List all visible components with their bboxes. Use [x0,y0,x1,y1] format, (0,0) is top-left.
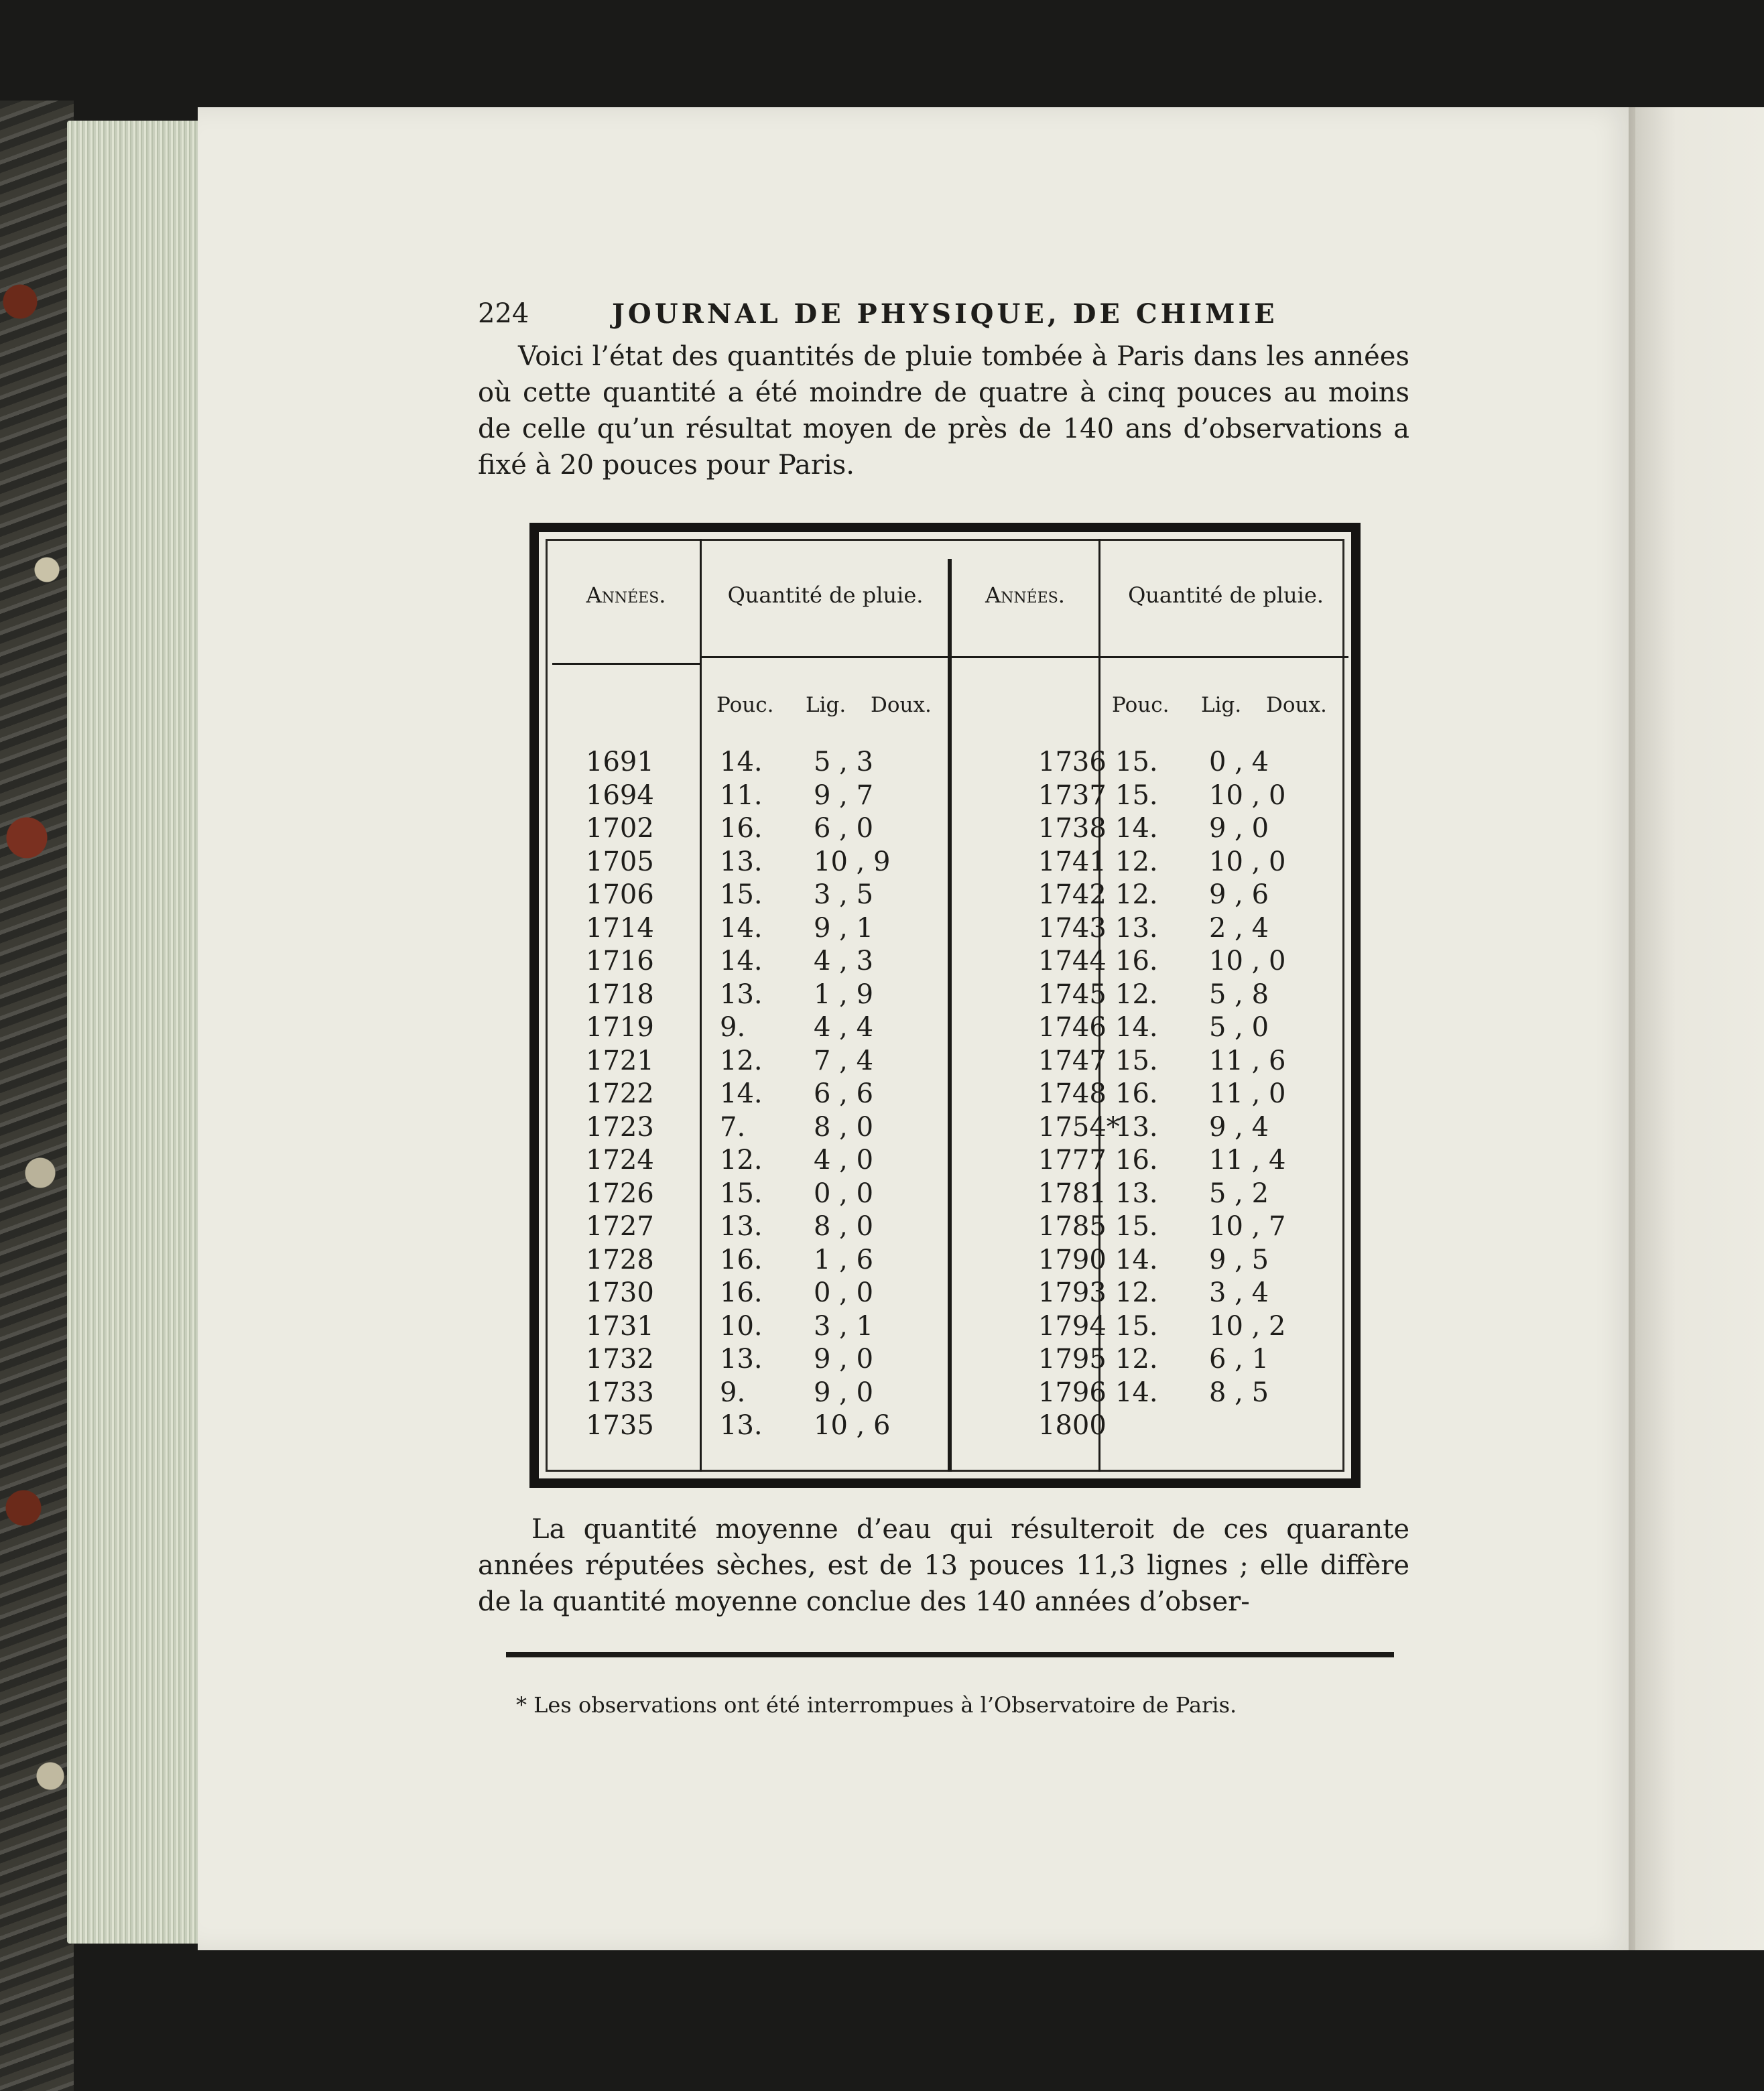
right-year-cell: 1748 [1038,1078,1107,1109]
table-row [539,1245,1350,1277]
left-lignes-douziemes-cell: 9 , 1 [814,912,874,944]
left-year-cell: 1733 [586,1377,654,1408]
right-lignes-douziemes-cell: 8 , 5 [1209,1377,1269,1408]
right-year-cell: 1793 [1038,1277,1107,1308]
table-row [539,1046,1350,1078]
right-pouces-cell: 15. [1115,747,1158,777]
right-pouces-cell: 12. [1115,846,1158,877]
table-row [539,780,1350,812]
left-lignes-douziemes-cell: 10 , 6 [814,1410,891,1441]
left-lignes-douziemes-cell: 9 , 7 [814,779,874,811]
subheader-lig: Lig. [806,693,846,717]
left-year-cell: 1719 [586,1012,654,1043]
table-row [539,1145,1350,1177]
right-year-cell: 1744 [1038,946,1107,976]
left-year-cell: 1705 [586,846,654,877]
left-year-cell: 1726 [586,1178,654,1209]
left-lignes-douziemes-cell: 5 , 3 [814,747,874,777]
left-lignes-douziemes-cell: 0 , 0 [814,1178,874,1209]
table-row [539,1078,1350,1111]
table-row [539,1344,1350,1376]
left-year-cell: 1727 [586,1211,654,1242]
subheader-lig: Lig. [1201,693,1242,717]
left-year-cell: 1735 [586,1410,654,1441]
right-year-cell: 1795 [1038,1344,1107,1375]
book-cover-edge [0,101,74,2091]
page-stack-edge [67,121,201,1944]
left-year-cell: 1731 [586,1310,654,1342]
table-row [539,1311,1350,1343]
left-year-cell: 1728 [586,1244,654,1275]
right-lignes-douziemes-cell: 10 , 2 [1209,1310,1286,1342]
left-lignes-douziemes-cell: 3 , 1 [814,1310,874,1342]
left-pouces-cell: 16. [720,813,763,844]
right-pouces-cell: 14. [1115,813,1158,844]
left-year-cell: 1694 [586,779,654,811]
right-pouces-cell: 13. [1115,912,1158,944]
right-year-cell: 1737 [1038,779,1107,811]
right-year-cell: 1738 [1038,813,1107,844]
table-row [539,747,1350,779]
left-year-cell: 1722 [586,1078,654,1109]
left-pouces-cell: 15. [720,1178,763,1209]
subheader-pouc: Pouc. [1112,693,1170,717]
left-pouces-cell: 10. [720,1310,763,1342]
left-lignes-douziemes-cell: 1 , 6 [814,1244,874,1275]
header-rule [952,656,1098,658]
running-title: JOURNAL DE PHYSIQUE, DE CHIMIE [612,298,1278,330]
left-lignes-douziemes-cell: 6 , 6 [814,1078,874,1109]
right-lignes-douziemes-cell: 0 , 4 [1209,747,1269,777]
right-lignes-douziemes-cell: 11 , 6 [1209,1045,1286,1076]
left-lignes-douziemes-cell: 9 , 0 [814,1344,874,1375]
right-year-cell: 1746 [1038,1012,1107,1043]
header-quantite-left: Quantité de pluie. [727,582,924,608]
right-year-cell: 1754* [1038,1111,1120,1143]
table-row [539,846,1350,879]
left-pouces-cell: 13. [720,1211,763,1242]
header-quantite-right: Quantité de pluie. [1128,582,1324,608]
table-row [539,1410,1350,1442]
subheader-doux: Doux. [1266,693,1327,717]
left-lignes-douziemes-cell: 8 , 0 [814,1111,874,1143]
table-row [539,946,1350,978]
left-lignes-douziemes-cell: 0 , 0 [814,1277,874,1308]
right-page-edge [1635,107,1764,1950]
left-lignes-douziemes-cell: 3 , 5 [814,879,874,910]
left-pouces-cell: 14. [720,1078,763,1109]
right-lignes-douziemes-cell: 9 , 4 [1209,1111,1269,1143]
right-pouces-cell: 14. [1115,1012,1158,1043]
right-year-cell: 1790 [1038,1244,1107,1275]
left-pouces-cell: 12. [720,1045,763,1076]
right-pouces-cell: 15. [1115,1211,1158,1242]
left-pouces-cell: 7. [720,1111,746,1143]
right-lignes-douziemes-cell: 9 , 0 [1209,813,1269,844]
right-year-cell: 1741 [1038,846,1107,877]
table-row [539,913,1350,945]
left-pouces-cell: 16. [720,1244,763,1275]
left-pouces-cell: 13. [720,978,763,1010]
right-lignes-douziemes-cell: 10 , 7 [1209,1211,1286,1242]
right-pouces-cell: 12. [1115,978,1158,1010]
left-pouces-cell: 14. [720,747,763,777]
left-pouces-cell: 13. [720,1410,763,1441]
right-lignes-douziemes-cell: 10 , 0 [1209,946,1286,976]
table-row [539,979,1350,1011]
left-pouces-cell: 9. [720,1012,746,1043]
right-lignes-douziemes-cell: 10 , 0 [1209,846,1286,877]
right-pouces-cell: 15. [1115,1310,1158,1342]
left-year-cell: 1716 [586,946,654,976]
closing-paragraph: La quantité moyenne d’eau qui résulteroit de ces quarante années réputées sèches, est de 13 pouces 11,3 lignes ; elle diffère de la quantité moyenne conclue des 140 années d’obser- [478,1514,1409,1617]
right-year-cell: 1742 [1038,879,1107,910]
right-lignes-douziemes-cell: 11 , 4 [1209,1145,1286,1176]
left-pouces-cell: 14. [720,946,763,976]
right-pouces-cell: 14. [1115,1377,1158,1408]
table-row [539,813,1350,845]
footnote-rule [506,1652,1394,1657]
right-lignes-douziemes-cell: 10 , 0 [1209,779,1286,811]
right-pouces-cell: 13. [1115,1178,1158,1209]
left-year-cell: 1732 [586,1344,654,1375]
right-lignes-douziemes-cell: 11 , 0 [1209,1078,1286,1109]
right-pouces-cell: 12. [1115,1277,1158,1308]
right-year-cell: 1736 [1038,747,1107,777]
table-row [539,1211,1350,1243]
subheader-doux: Doux. [871,693,932,717]
header-rule [552,663,700,665]
right-year-cell: 1743 [1038,912,1107,944]
left-year-cell: 1730 [586,1277,654,1308]
right-lignes-douziemes-cell: 5 , 8 [1209,978,1269,1010]
left-pouces-cell: 12. [720,1145,763,1176]
left-lignes-douziemes-cell: 4 , 4 [814,1012,874,1043]
header-rule [702,656,948,658]
rainfall-table [529,523,1361,1488]
header-rule [1100,656,1348,658]
left-year-cell: 1691 [586,747,654,777]
left-lignes-douziemes-cell: 4 , 0 [814,1145,874,1176]
right-pouces-cell: 12. [1115,879,1158,910]
right-pouces-cell: 16. [1115,1145,1158,1176]
left-lignes-douziemes-cell: 7 , 4 [814,1045,874,1076]
right-pouces-cell: 15. [1115,1045,1158,1076]
right-lignes-douziemes-cell: 2 , 4 [1209,912,1269,944]
right-pouces-cell: 16. [1115,1078,1158,1109]
left-pouces-cell: 13. [720,1344,763,1375]
right-year-cell: 1745 [1038,978,1107,1010]
right-lignes-douziemes-cell: 5 , 2 [1209,1178,1269,1209]
left-lignes-douziemes-cell: 9 , 0 [814,1377,874,1408]
left-year-cell: 1714 [586,912,654,944]
right-lignes-douziemes-cell: 9 , 5 [1209,1244,1269,1275]
right-year-cell: 1781 [1038,1178,1107,1209]
left-lignes-douziemes-cell: 1 , 9 [814,978,874,1010]
left-pouces-cell: 13. [720,846,763,877]
left-year-cell: 1723 [586,1111,654,1143]
right-lignes-douziemes-cell: 9 , 6 [1209,879,1269,910]
left-pouces-cell: 9. [720,1377,746,1408]
page-header [478,298,1297,338]
left-pouces-cell: 11. [720,779,763,811]
left-lignes-douziemes-cell: 8 , 0 [814,1211,874,1242]
right-year-cell: 1747 [1038,1045,1107,1076]
page-number: 224 [478,298,529,329]
table-row [539,1112,1350,1144]
header-annees-right: Années. [985,582,1065,608]
right-pouces-cell: 14. [1115,1244,1158,1275]
footnote: * Les observations ont été interrompues à l’Observatoire de Paris. [516,1692,1237,1718]
left-pouces-cell: 16. [720,1277,763,1308]
right-pouces-cell: 12. [1115,1344,1158,1375]
right-pouces-cell: 16. [1115,946,1158,976]
left-year-cell: 1702 [586,813,654,844]
table-row [539,1277,1350,1310]
right-pouces-cell: 13. [1115,1111,1158,1143]
table-row [539,879,1350,911]
left-year-cell: 1706 [586,879,654,910]
left-year-cell: 1721 [586,1045,654,1076]
right-year-cell: 1796 [1038,1377,1107,1408]
left-year-cell: 1718 [586,978,654,1010]
left-lignes-douziemes-cell: 10 , 9 [814,846,891,877]
right-year-cell: 1785 [1038,1211,1107,1242]
left-pouces-cell: 15. [720,879,763,910]
left-pouces-cell: 14. [720,912,763,944]
table-row [539,1178,1350,1210]
left-lignes-douziemes-cell: 4 , 3 [814,946,874,976]
right-lignes-douziemes-cell: 6 , 1 [1209,1344,1269,1375]
right-pouces-cell: 15. [1115,779,1158,811]
subheader-pouc: Pouc. [716,693,774,717]
left-year-cell: 1724 [586,1145,654,1176]
right-year-cell: 1800 [1038,1410,1107,1441]
header-annees-left: Années. [586,582,666,608]
intro-paragraph: Voici l’état des quantités de pluie tombée à Paris dans les années où cette quantité a été moindre de quatre à cinq pouces au moins de celle qu’un résultat moyen de près de 140 ans d’observations a fixé à 20 pouces pour Paris. [478,341,1409,481]
table-row [539,1377,1350,1409]
right-lignes-douziemes-cell: 5 , 0 [1209,1012,1269,1043]
right-year-cell: 1794 [1038,1310,1107,1342]
right-year-cell: 1777 [1038,1145,1107,1176]
left-lignes-douziemes-cell: 6 , 0 [814,813,874,844]
right-lignes-douziemes-cell: 3 , 4 [1209,1277,1269,1308]
table-row [539,1012,1350,1044]
